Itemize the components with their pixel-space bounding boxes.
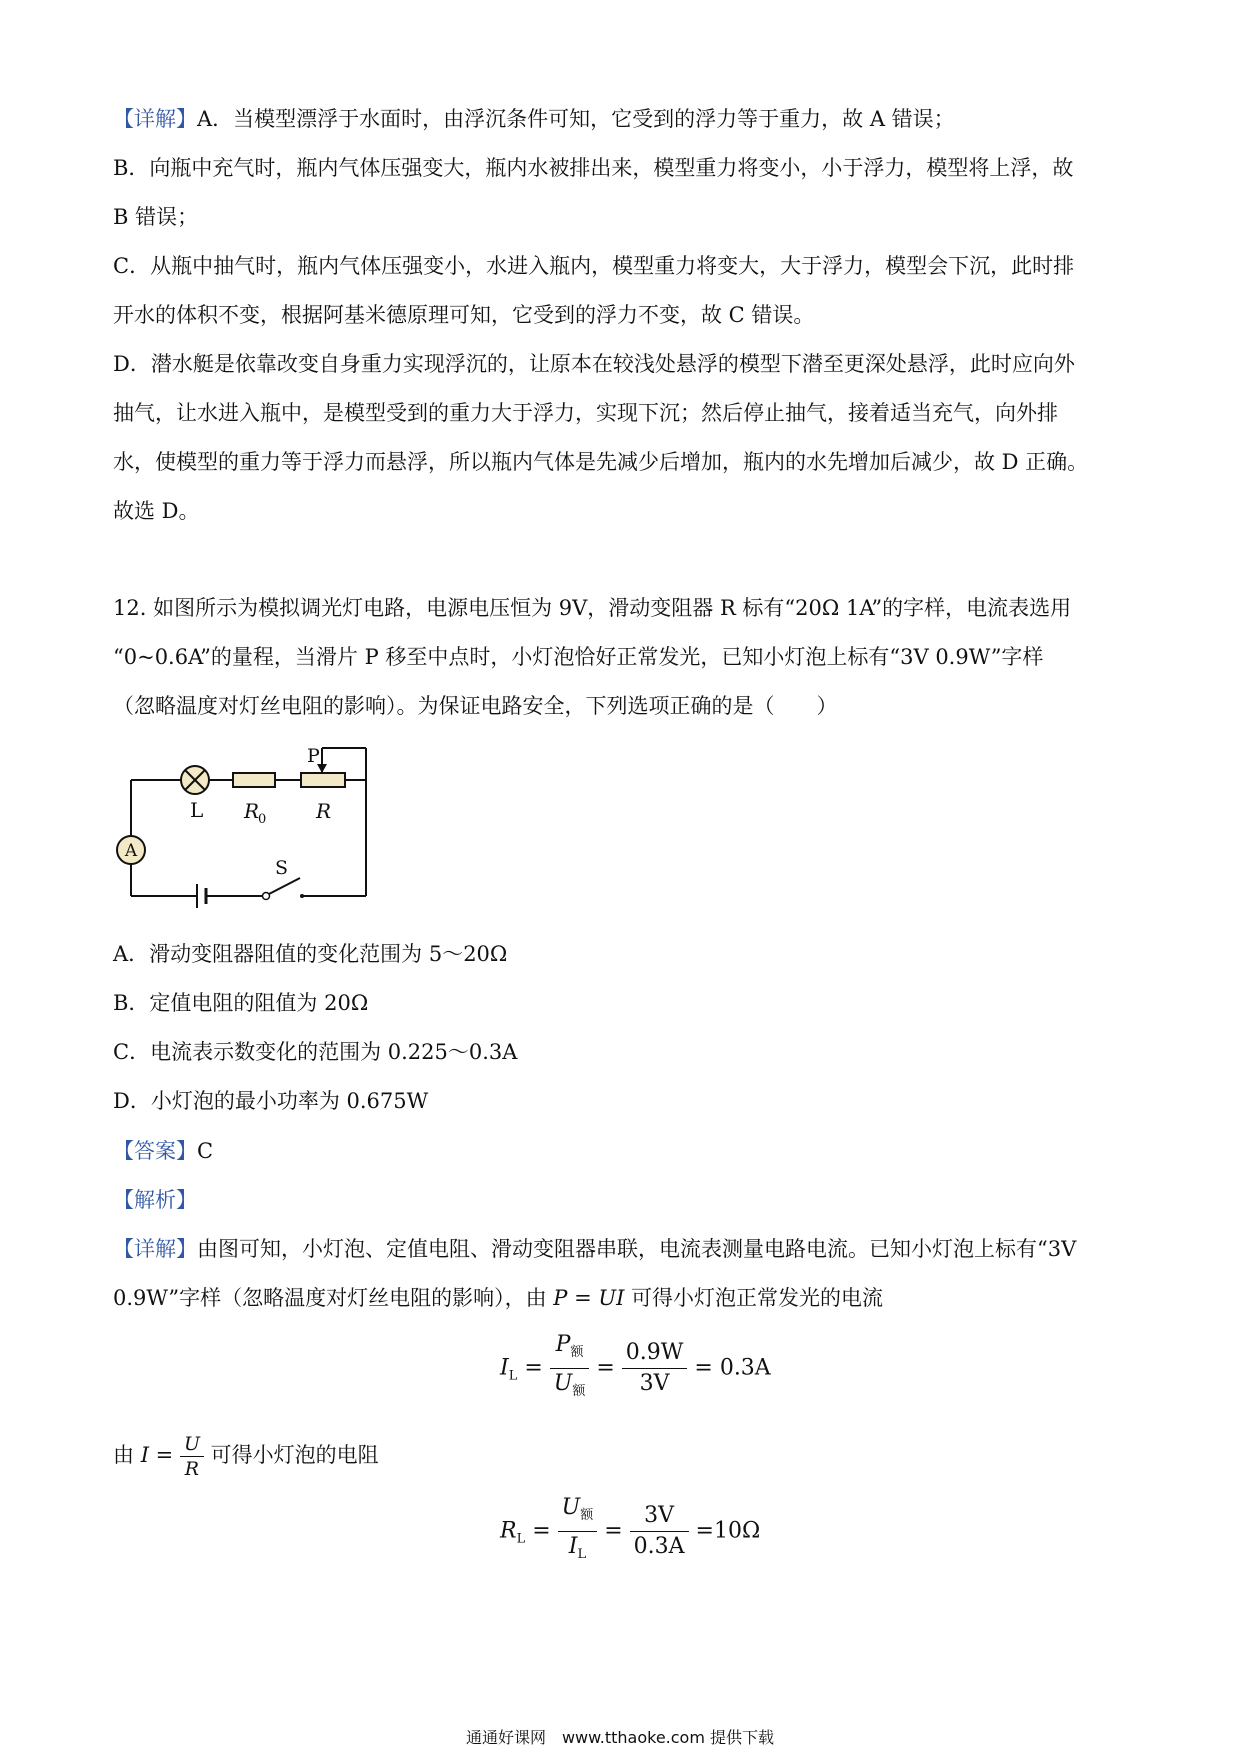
option-b: B．定值电阻的阻值为 20Ω — [113, 991, 369, 1015]
answer-tag: 【答案】 — [113, 1139, 197, 1163]
detail-tag: 【详解】 — [113, 107, 197, 131]
explain-line-3: 由 I = $\frac{U}{R}$ 可得小灯泡的电阻 — [113, 1433, 379, 1480]
detail-line-6: D．潜水艇是依靠改变自身重力实现浮沉的，让原本在较浅处悬浮的模型下潜至更深处悬浮，此时应向外 — [113, 352, 1075, 376]
fraction-voltage-current: $\frac{U_额}{I_L}$ — [558, 1493, 598, 1570]
lamp-label: L — [190, 798, 204, 822]
detail-line-8: 水，使模型的重力等于浮力而悬浮，所以瓶内气体是先减少后增加，瓶内的水先增加后减少，故 D 正确。 — [113, 450, 1089, 474]
option-a: A．滑动变阻器阻值的变化范围为 5～20Ω — [113, 942, 508, 966]
question-line-1: 12. 如图所示为模拟调光灯电路，电源电压恒为 9V，滑动变阻器 R 标有“20Ω 1A”的字样，电流表选用 — [113, 596, 1072, 620]
battery-symbol — [197, 884, 206, 908]
detail-line-5: 开水的体积不变，根据阿基米德原理可知，它受到的浮力不变，故 C 错误。 — [113, 303, 815, 327]
slider-label: P — [307, 745, 320, 767]
ammeter-symbol — [117, 836, 145, 864]
analysis-line — [113, 1186, 197, 1214]
explain-line-2: 0.9W”字样（忽略温度对灯丝电阻的影响），由 P = UI 可得小灯泡正常发光的电流 — [113, 1286, 884, 1310]
fraction-values: $\frac{0.9W}{3V}$ — [622, 1338, 688, 1399]
rheostat-r — [301, 773, 345, 787]
fraction-values-2: $\frac{3V}{0.3A}$ — [630, 1501, 689, 1562]
resistor-r0 — [233, 773, 275, 787]
fraction-power-voltage: $\frac{P_额}{U_额}$ — [550, 1330, 590, 1407]
detail-line-1: 【详解】A．当模型漂浮于水面时，由浮沉条件可知，它受到的浮力等于重力，故 A 错误； — [113, 107, 955, 131]
r-label: R — [316, 799, 332, 823]
question-line-2: “0~0.6A”的量程，当滑片 P 移至中点时，小灯泡恰好正常发光，已知小灯泡上标有“3V 0.9W”字样 — [113, 645, 1044, 669]
analysis-tag: 【解析】 — [113, 1188, 197, 1212]
fraction-ohm: $\frac{U}{R}$ — [180, 1432, 204, 1481]
r0-subscript: 0 — [258, 812, 267, 827]
equation-current: $I_L$ = $\frac{P_额}{U_额}$ = $\frac{0.9W}{3V}$ = 0.3A — [500, 1330, 771, 1407]
explain-tag: 【详解】 — [113, 1237, 197, 1261]
detail-line-2: B．向瓶中充气时，瓶内气体压强变大，瓶内水被排出来，模型重力将变小，小于浮力，模型将上浮，故 — [113, 156, 1074, 180]
answer-value: C — [197, 1139, 214, 1163]
footer-watermark: 通通好课网 www.tthaoke.com 提供下载 — [465, 1728, 775, 1747]
lamp-symbol — [181, 766, 209, 794]
switch-label: S — [275, 857, 289, 879]
option-d: D．小灯泡的最小功率为 0.675W — [113, 1089, 429, 1113]
detail-line-4: C．从瓶中抽气时，瓶内气体压强变小，水进入瓶内，模型重力将变大，大于浮力，模型会下沉，此时排 — [113, 254, 1075, 278]
ammeter-label: A — [124, 841, 138, 861]
detail-line-3: B 错误； — [113, 205, 199, 229]
r0-label: R — [244, 799, 260, 823]
question-line-3: （忽略温度对灯丝电阻的影响）。为保证电路安全，下列选项正确的是（ ） — [113, 694, 838, 718]
option-c: C．电流表示数变化的范围为 0.225～0.3A — [113, 1040, 518, 1064]
detail-line-7: 抽气，让水进入瓶中，是模型受到的重力大于浮力，实现下沉；然后停止抽气，接着适当充气，向外排 — [113, 401, 1058, 425]
switch-symbol — [263, 878, 305, 900]
explain-line-1: 【详解】由图可知，小灯泡、定值电阻、滑动变阻器串联，电流表测量电路电流。已知小灯泡上标有“3V — [113, 1237, 1077, 1261]
detail-line-9: 故选 D。 — [113, 499, 200, 523]
equation-resistance: $R_L$ = $\frac{U_额}{I_L}$ = $\frac{3V}{0.3A}$ =10Ω — [500, 1493, 760, 1570]
answer-line — [113, 1137, 213, 1165]
circuit-diagram — [108, 738, 378, 908]
power-formula: P = UI — [553, 1286, 625, 1310]
